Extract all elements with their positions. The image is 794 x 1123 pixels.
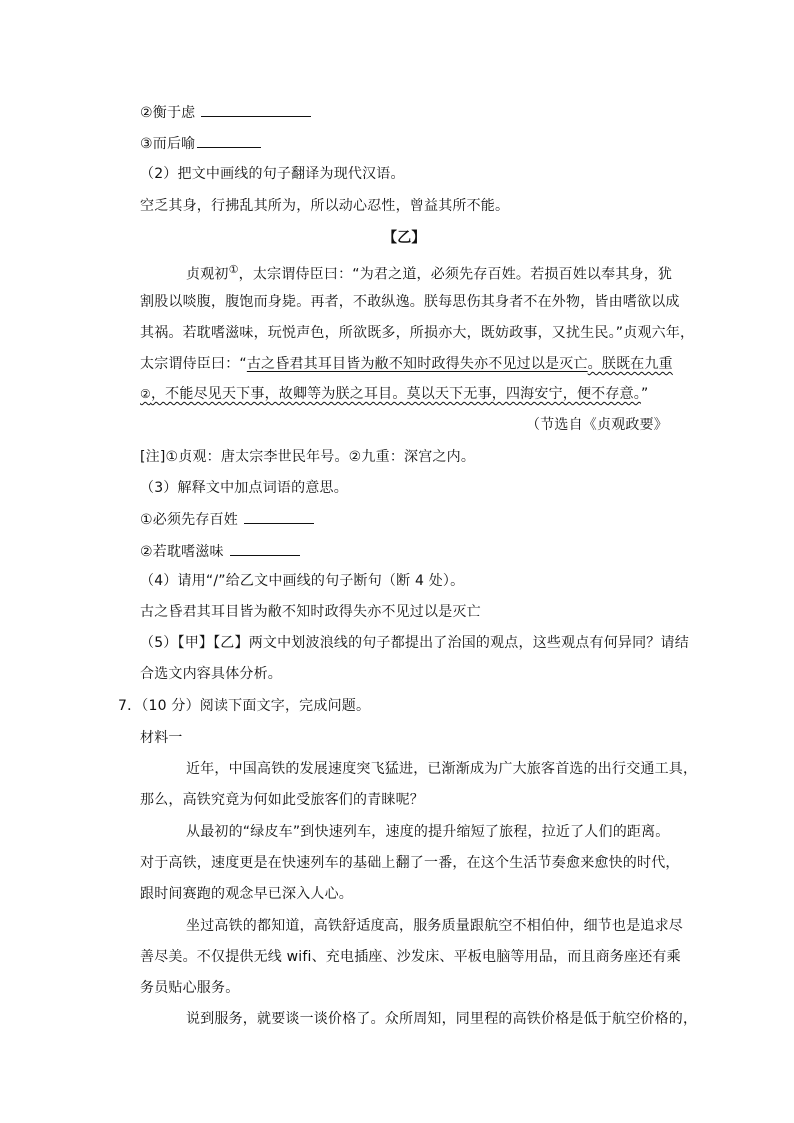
yi-title: 【乙】	[383, 230, 426, 246]
footnote-marker: ①	[228, 263, 239, 276]
yi-line-3: 其祸。若耽嗜滋味，玩悦声色，所欲既多，所损亦大，既妨政事，又扰生民。”贞观六年，	[140, 325, 695, 341]
footnote-marker: ②	[140, 387, 151, 401]
q7-header: 7．（10 分）阅读下面文字，完成问题。	[118, 698, 371, 714]
yi-line-5	[140, 384, 648, 404]
text-segment: ，太宗谓侍臣曰：“为君之道，必须先存百姓。若损百姓以奉其身，犹	[238, 266, 673, 283]
m1-p3-l1: 坐过高铁的都知道，高铁舒适度高，服务质量跟航空不相伯仲，细节也是追求尽	[186, 918, 683, 934]
sub3-item2	[140, 541, 300, 562]
sub2-sentence: 空乏其身，行拂乱其所为，所以动心忍性，曾益其所不能。	[140, 198, 510, 214]
text-segment: ”	[640, 386, 649, 402]
sub3-prompt: （3）解释文中加点词语的意思。	[140, 480, 348, 496]
sub2-prompt: （2）把文中画线的句子翻译为现代汉语。	[140, 166, 405, 182]
item-label: ③而后喻	[140, 136, 196, 152]
m1-p2-l1: 从最初的“绿皮车”到快速列车，速度的提升缩短了旅程，拉近了人们的距离。	[186, 824, 670, 840]
yi-line-4	[140, 354, 673, 374]
m1-p4-l1: 说到服务，就要谈一谈价格了。众所周知，同里程的高铁价格是低于航空价格的，	[186, 1011, 698, 1027]
q6-item2	[140, 102, 311, 123]
m1-p1-l1: 近年，中国高铁的发展速度突飞猛进，已渐渐成为广大旅客首选的出行交通工具，	[186, 761, 698, 777]
sub5-line-2: 合选文内容具体分析。	[140, 666, 282, 682]
m1-p2-l2: 对于高铁，速度更是在快速列车的基础上翻了一番，在这个生活节奏愈来愈快的时代，	[140, 855, 680, 871]
item-label: ②若耽嗜滋味	[140, 544, 224, 560]
answer-blank[interactable]	[197, 133, 261, 148]
item-label: ②衡于虑	[140, 105, 196, 121]
sub5-line-1: （5）【甲】【乙】两文中划波浪线的句子都提出了治国的观点，这些观点有何异同？请结	[140, 635, 689, 651]
text-segment: 太宗谓侍臣曰：“	[140, 356, 247, 372]
wavy-segment: ，不能尽见天下事，故卿等为朕之耳目。莫以天下无事，四海安宁，便不存意。	[150, 386, 641, 402]
material-label: 材料一	[140, 730, 183, 746]
answer-blank[interactable]	[230, 541, 300, 556]
annotation-note: [注]①贞观：唐太宗李世民年号。②九重：深宫之内。	[140, 449, 476, 465]
wavy-segment: 。朕既在九重	[587, 356, 673, 372]
m1-p1-l2: 那么，高铁究竟为何如此受旅客们的青睐呢？	[140, 792, 424, 808]
sub4-sentence: 古之昏君其耳目皆为敝不知时政得失亦不见过以是灭亡	[140, 604, 481, 620]
yi-line-2: 割股以啖腹，腹饱而身毙。再者，不敢纵逸。朕每思伤其身者不在外物，皆由嗜欲以成	[140, 294, 680, 310]
item-label: ①必须先存百姓	[140, 512, 238, 528]
m1-p2-l3: 跟时间赛跑的观念早已深入人心。	[140, 886, 353, 902]
q6-item3	[140, 133, 261, 154]
source-citation: （节选自《贞观政要》	[526, 417, 668, 433]
answer-blank[interactable]	[244, 509, 314, 524]
sub4-prompt: （4）请用“/”给乙文中画线的句子断句（断 4 处）。	[140, 573, 465, 589]
m1-p3-l3: 务员贴心服务。	[140, 980, 240, 996]
answer-blank[interactable]	[201, 102, 311, 117]
text-segment: 贞观初	[186, 266, 229, 283]
yi-line-1	[186, 260, 672, 285]
underlined-sentence: 古之昏君其耳目皆为敝不知时政得失亦不见过以是灭亡	[246, 356, 588, 372]
sub3-item1	[140, 509, 314, 530]
m1-p3-l2: 善尽美。不仅提供无线 wifi、充电插座、沙发床、平板电脑等用品，而且商务座还有乘	[140, 949, 681, 965]
